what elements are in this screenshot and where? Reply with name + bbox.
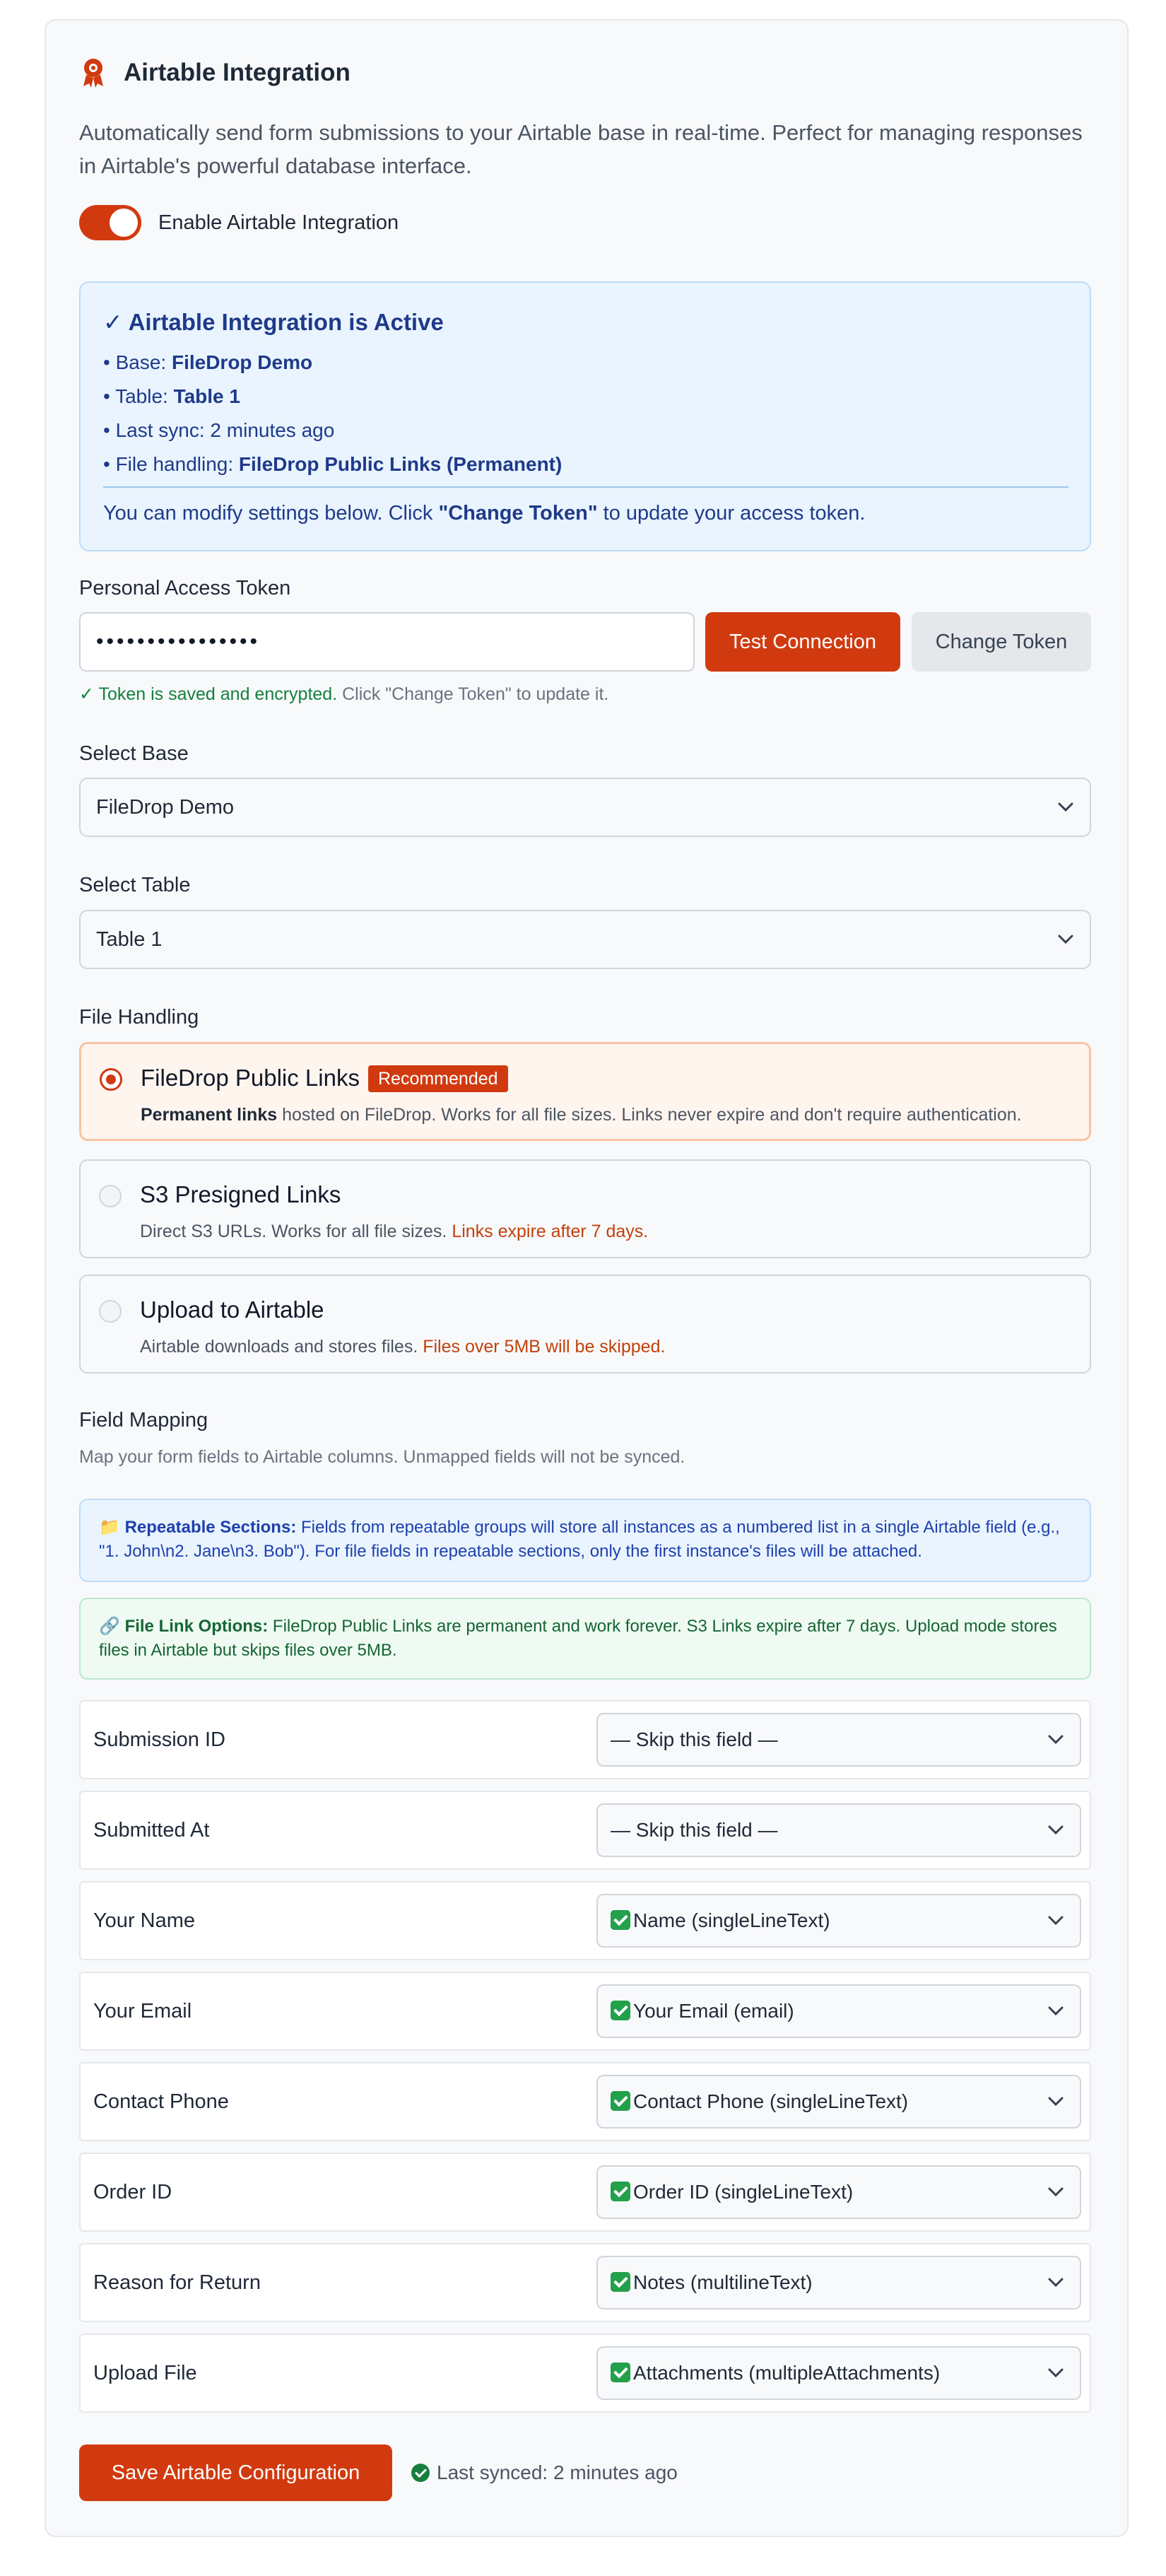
airtable-column-value: Name (singleLineText)	[633, 1909, 830, 1931]
check-mark-icon	[611, 2001, 630, 2020]
table-select[interactable]	[79, 910, 1091, 969]
repeatable-sections-info: 📁 Repeatable Sections: Fields from repeatable groups will store all instances as a numbered list in a single Airtable field (e.g., "1. John\n2. Jane\n3. Bob"). For file fields in repeatable sections, only the first instance's files will be attached.	[79, 1499, 1091, 1582]
chevron-down-icon	[1047, 2277, 1064, 2288]
ribbon-icon	[79, 57, 107, 89]
status-last-sync: • Last sync: 2 minutes ago	[103, 419, 335, 441]
field-mapping-row	[79, 2243, 1091, 2322]
chevron-down-icon	[1047, 2367, 1064, 2379]
check-mark-icon	[611, 2363, 630, 2382]
field-mapping-subtitle: Map your form fields to Airtable columns. Unmapped fields will not be synced.	[79, 1447, 685, 1467]
page-title: Airtable Integration	[124, 59, 351, 86]
base-select[interactable]	[79, 778, 1091, 837]
airtable-column-value: — Skip this field —	[611, 1819, 778, 1841]
airtable-column-value: Your Email (email)	[633, 2000, 794, 2022]
select-table-label: Select Table	[79, 874, 191, 896]
file-handling-label: File Handling	[79, 1006, 199, 1029]
form-field-name: Submission ID	[93, 1728, 225, 1751]
form-field-name: Submitted At	[93, 1819, 210, 1842]
field-mapping-label: Field Mapping	[79, 1409, 208, 1432]
folder-icon: 📁	[99, 1518, 120, 1537]
airtable-column-select[interactable]	[596, 2346, 1081, 2400]
token-hint: ✓ Token is saved and encrypted. Click "Change Token" to update it.	[79, 684, 609, 704]
status-divider	[103, 486, 1068, 488]
select-base-label: Select Base	[79, 742, 189, 765]
integration-description: Automatically send form submissions to your Airtable base in real-time. Perfect for managing responses in Airtable's powerful database interface.	[79, 120, 1083, 178]
file-option-filedrop-links[interactable]	[79, 1042, 1091, 1141]
form-field-name: Upload File	[93, 2362, 197, 2384]
airtable-column-select[interactable]	[596, 1713, 1081, 1767]
enable-airtable-toggle[interactable]	[79, 205, 141, 240]
airtable-column-value: Attachments (multipleAttachments)	[633, 2362, 941, 2384]
check-mark-icon	[611, 2182, 630, 2201]
airtable-column-value: Notes (multilineText)	[633, 2271, 813, 2293]
form-field-name: Reason for Return	[93, 2271, 261, 2294]
token-label: Personal Access Token	[79, 577, 291, 599]
field-mapping-row	[79, 2153, 1091, 2232]
airtable-column-value: Contact Phone (singleLineText)	[633, 2090, 909, 2112]
recommended-badge: Recommended	[368, 1065, 508, 1092]
check-mark-icon	[611, 2091, 630, 2111]
option-description: Airtable downloads and stores files. Files over 5MB will be skipped.	[140, 1337, 666, 1357]
status-file-handling: • File handling: FileDrop Public Links (Permanent)	[103, 453, 563, 475]
option-description: Direct S3 URLs. Works for all file sizes. Links expire after 7 days.	[140, 1222, 649, 1241]
airtable-column-select[interactable]	[596, 1984, 1081, 2038]
link-icon: 🔗	[99, 1617, 120, 1636]
airtable-column-select[interactable]	[596, 2075, 1081, 2129]
field-mapping-row	[79, 1700, 1091, 1779]
chevron-down-icon	[1047, 1734, 1064, 1745]
form-field-name: Your Name	[93, 1909, 196, 1932]
form-field-name: Contact Phone	[93, 2090, 229, 2113]
chevron-down-icon	[1057, 802, 1074, 813]
airtable-column-select[interactable]	[596, 2256, 1081, 2309]
check-circle-icon	[411, 2464, 430, 2482]
base-select-value: FileDrop Demo	[96, 796, 234, 819]
enable-airtable-label: Enable Airtable Integration	[158, 211, 399, 234]
field-mapping-row	[79, 1791, 1091, 1870]
chevron-down-icon	[1057, 934, 1074, 945]
radio-unselected[interactable]	[99, 1185, 122, 1207]
field-mapping-row	[79, 2334, 1091, 2413]
chevron-down-icon	[1047, 2096, 1064, 2107]
toggle-knob	[110, 209, 138, 237]
chevron-down-icon	[1047, 1915, 1064, 1926]
radio-selected[interactable]	[100, 1068, 122, 1091]
check-mark-icon	[611, 2272, 630, 2292]
integration-status-box	[79, 281, 1091, 551]
airtable-column-select[interactable]	[596, 1803, 1081, 1857]
file-link-options-info: 🔗 File Link Options: FileDrop Public Links are permanent and work forever. S3 Links expire after 7 days. Upload mode stores files in Airtable but skips files over 5MB.	[79, 1598, 1091, 1680]
option-title: S3 Presigned Links	[140, 1181, 341, 1207]
status-base: • Base: FileDrop Demo	[103, 351, 313, 373]
save-configuration-button[interactable]: Save Airtable Configuration	[79, 2445, 392, 2501]
form-field-name: Your Email	[93, 2000, 192, 2022]
change-token-button[interactable]: Change Token	[912, 612, 1091, 672]
radio-unselected[interactable]	[99, 1300, 122, 1323]
option-title: FileDrop Public Links	[141, 1065, 360, 1091]
chevron-down-icon	[1047, 2186, 1064, 2198]
file-option-upload-airtable[interactable]	[79, 1275, 1091, 1374]
airtable-column-value: — Skip this field —	[611, 1728, 778, 1750]
chevron-down-icon	[1047, 1825, 1064, 1836]
status-table: • Table: Table 1	[103, 385, 240, 407]
file-option-s3-presigned[interactable]	[79, 1159, 1091, 1258]
status-title: ✓ Airtable Integration is Active	[103, 309, 444, 335]
option-title: Upload to Airtable	[140, 1296, 324, 1323]
test-connection-button[interactable]: Test Connection	[705, 612, 900, 672]
option-description: Permanent links hosted on FileDrop. Works for all file sizes. Links never expire and don't require authentication.	[141, 1105, 1022, 1125]
check-mark-icon	[611, 1910, 630, 1930]
chevron-down-icon	[1047, 2006, 1064, 2017]
field-mapping-row	[79, 1972, 1091, 2051]
field-mapping-row	[79, 1881, 1091, 1960]
airtable-column-select[interactable]	[596, 1894, 1081, 1948]
status-note: You can modify settings below. Click "Change Token" to update your access token.	[103, 502, 866, 525]
airtable-column-value: Order ID (singleLineText)	[633, 2181, 854, 2203]
table-select-value: Table 1	[96, 928, 163, 951]
form-field-name: Order ID	[93, 2181, 172, 2203]
field-mapping-row	[79, 2062, 1091, 2141]
access-token-input[interactable]: ••••••••••••••••	[79, 612, 695, 672]
airtable-column-select[interactable]	[596, 2165, 1081, 2219]
last-synced-status: Last synced: 2 minutes ago	[411, 2459, 678, 2487]
